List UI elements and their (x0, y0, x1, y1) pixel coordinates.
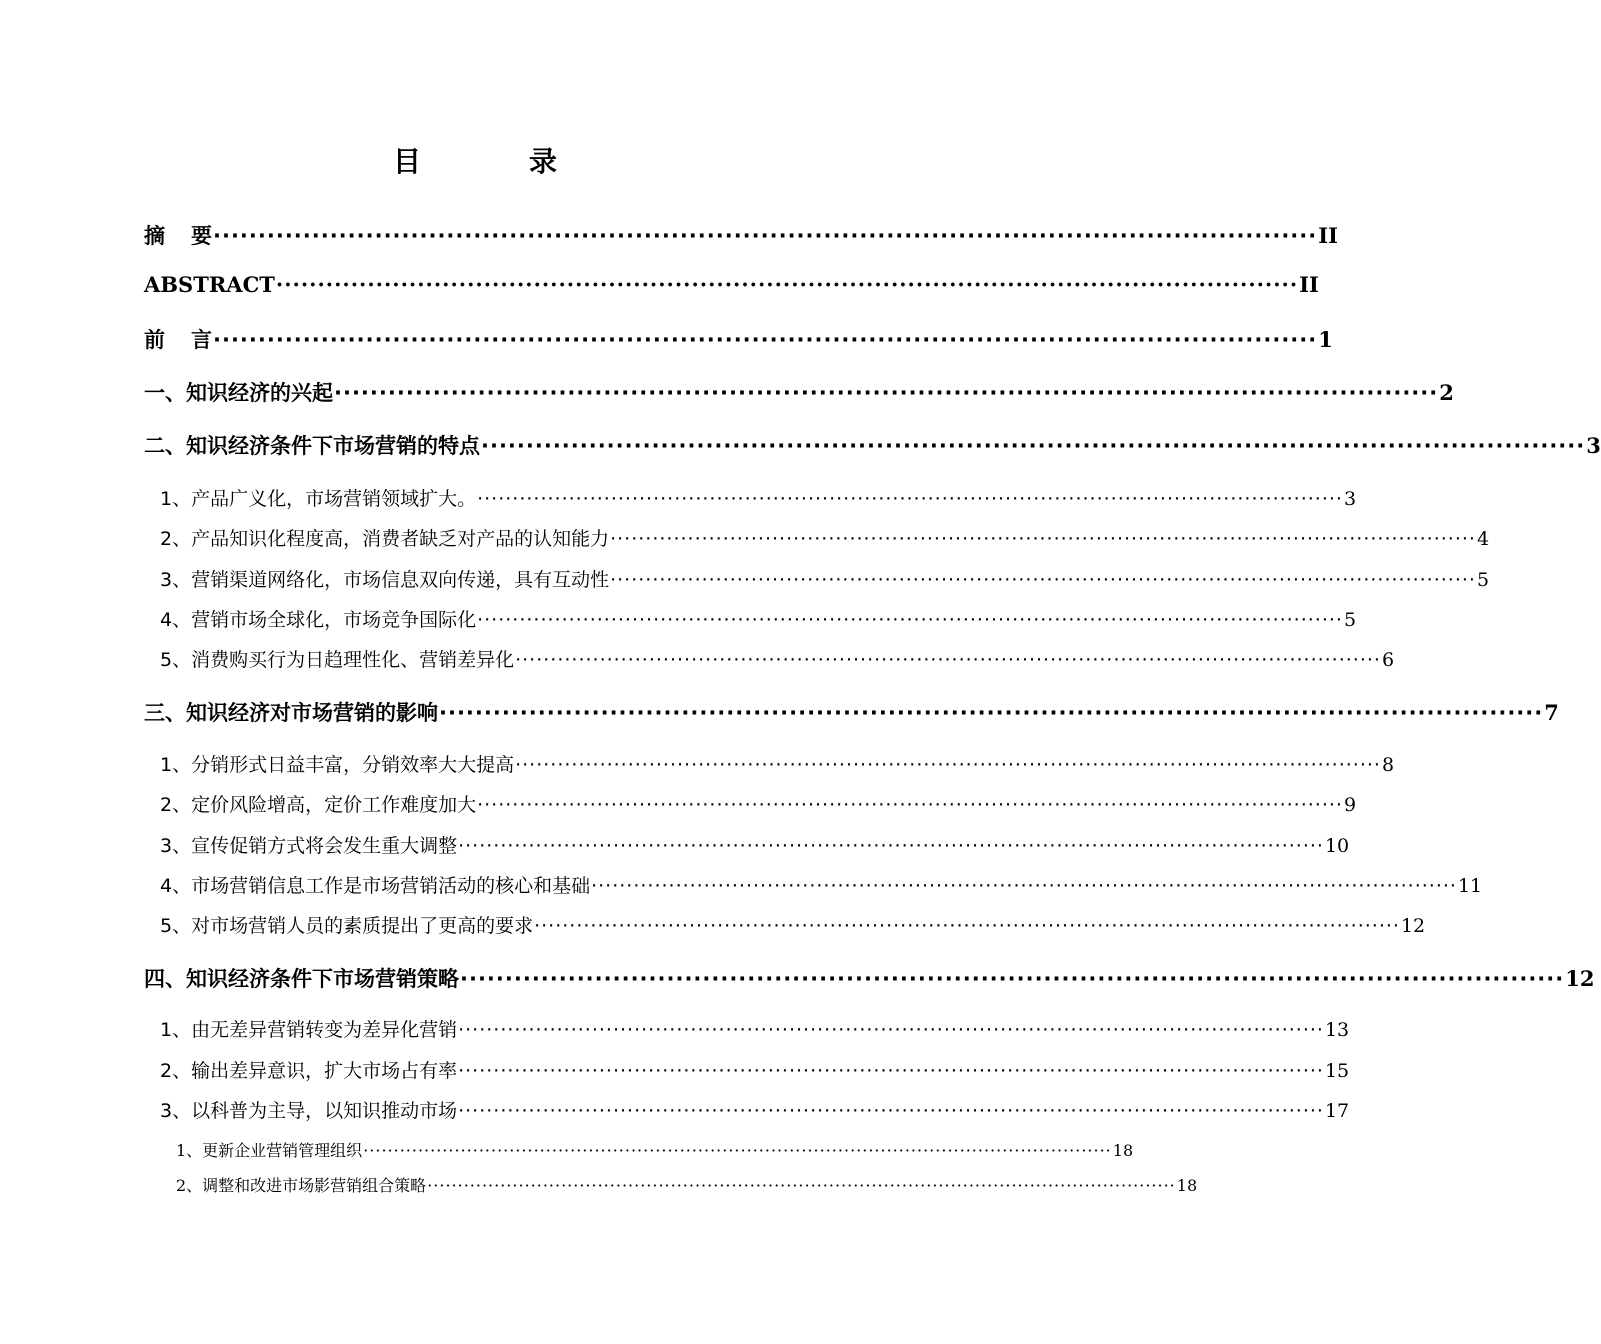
toc-entry-section[interactable] (160, 524, 1490, 551)
toc-leader-dots: ··························································································································· (515, 649, 1381, 671)
toc-page-number: 3 (1586, 433, 1601, 458)
toc-entry-label: 5、消费购买行为日趋理性化、营销差异化 (160, 649, 515, 671)
toc-entry-label: 要 (191, 224, 212, 248)
toc-entry-section[interactable] (160, 790, 1357, 817)
toc-entry-section[interactable] (160, 1096, 1350, 1123)
toc-leader-dots: ··························································································································· (610, 528, 1476, 550)
toc-entry-label: 2、调整和改进市场影营销组合策略 (176, 1176, 427, 1195)
toc-entry-section[interactable] (160, 645, 1395, 672)
toc-leader-dots: ··························································································································· (334, 381, 1439, 405)
toc-page-number: II (1299, 272, 1319, 297)
toc-leader-dots: ··························································································································· (481, 434, 1586, 458)
toc-page-number: II (1318, 223, 1338, 248)
toc-page-number: 13 (1324, 1019, 1350, 1041)
toc-leader-dots: ··························································································································· (477, 488, 1343, 510)
toc-entry-label: 3、以科普为主导，以知识推动市场 (160, 1100, 458, 1122)
toc-entry-section[interactable] (160, 911, 1426, 938)
toc-entry-label: 一、知识经济的兴起 (144, 381, 333, 405)
toc-entry-label: ABSTRACT (144, 272, 275, 297)
toc-leader-dots: ··························································································································· (534, 915, 1400, 937)
toc-leader-dots: ··························································································································· (477, 609, 1343, 631)
toc-entry-label: 4、营销市场全球化，市场竞争国际化 (160, 609, 477, 631)
toc-entry-label: 1、产品广义化，市场营销领域扩大。 (160, 488, 477, 510)
toc-entry-label: 二、知识经济条件下市场营销的特点 (144, 434, 480, 458)
toc-entry-label: 2、产品知识化程度高，消费者缺乏对产品的认知能力 (160, 528, 610, 550)
toc-entry-section[interactable] (160, 871, 1483, 898)
toc-entry-section[interactable] (160, 484, 1357, 511)
toc-page-number: 10 (1324, 835, 1350, 857)
toc-page-number: 5 (1343, 609, 1357, 631)
toc-page-number: 3 (1343, 488, 1357, 510)
toc-entry-label: 1、由无差异营销转变为差异化营销 (160, 1019, 458, 1041)
toc-page-number: 1 (1318, 327, 1333, 352)
toc-leader-dots: ··························································································································· (439, 701, 1544, 725)
toc-entry-chapter-1[interactable] (144, 377, 1454, 407)
toc-entry-chapter-4[interactable] (144, 963, 1595, 993)
toc-entry-section[interactable] (160, 565, 1490, 592)
toc-page-number: 12 (1565, 966, 1595, 991)
toc-leader-dots: ··························································································································· (591, 875, 1457, 897)
toc-leader-dots: ··························································································································· (610, 569, 1476, 591)
toc-entry-abstract-cn[interactable] (144, 220, 1338, 250)
toc-entry-section[interactable] (160, 831, 1350, 858)
toc-entry-label: 5、对市场营销人员的素质提出了更高的要求 (160, 915, 534, 937)
toc-entry-subsection[interactable] (176, 1173, 1198, 1196)
toc-entry-section[interactable] (160, 605, 1357, 632)
toc-leader-dots: ··························································································································· (515, 754, 1381, 776)
toc-entry-label: 1、分销形式日益丰富，分销效率大大提高 (160, 754, 515, 776)
toc-page-number: 18 (1176, 1176, 1198, 1195)
toc-title: 目 录 (392, 145, 597, 178)
toc-entry-abstract-en[interactable] (144, 272, 1319, 297)
toc-entry-label: 三、知识经济对市场营销的影响 (144, 701, 438, 725)
toc-page-number: 17 (1324, 1100, 1350, 1122)
toc-entry-label: 2、定价风险增高，定价工作难度加大 (160, 794, 477, 816)
toc-entry-chapter-2[interactable] (144, 430, 1601, 460)
toc-entry-label: 4、市场营销信息工作是市场营销活动的核心和基础 (160, 875, 591, 897)
toc-page-number: 5 (1476, 569, 1490, 591)
toc-entry-section[interactable] (160, 750, 1395, 777)
toc-entry-preface[interactable] (144, 324, 1333, 354)
toc-leader-dots: ··························································································································· (460, 967, 1565, 991)
toc-entry-section[interactable] (160, 1015, 1350, 1042)
toc-page-number: 15 (1324, 1060, 1350, 1082)
toc-page-number: 7 (1544, 700, 1559, 725)
toc-entry-label: 四、知识经济条件下市场营销策略 (144, 967, 459, 991)
toc-entry-label: 3、宣传促销方式将会发生重大调整 (160, 835, 458, 857)
toc-page-number: 8 (1381, 754, 1395, 776)
toc-leader-dots: ··························································································································· (363, 1141, 1112, 1160)
toc-entry-label: 3、营销渠道网络化，市场信息双向传递，具有互动性 (160, 569, 610, 591)
toc-leader-dots: ··························································································································· (427, 1176, 1176, 1195)
toc-entry-chapter-3[interactable] (144, 697, 1559, 727)
toc-leader-dots: ··························································································································· (213, 224, 1318, 248)
toc-page-number: 9 (1343, 794, 1357, 816)
toc-entry-subsection[interactable] (176, 1138, 1134, 1161)
toc-entry-section[interactable] (160, 1056, 1350, 1083)
toc-page-number: 4 (1476, 528, 1490, 550)
toc-entry-label: 1、更新企业营销管理组织 (176, 1141, 363, 1160)
toc-entry-label: 言 (191, 328, 212, 352)
toc-page-number: 11 (1457, 875, 1483, 897)
toc-leader-dots: ··························································································································· (275, 272, 1299, 297)
toc-entry-label: 前 (144, 328, 191, 352)
toc-page-number: 18 (1112, 1141, 1134, 1160)
toc-leader-dots: ··························································································································· (458, 1060, 1324, 1082)
toc-leader-dots: ··························································································································· (458, 835, 1324, 857)
toc-leader-dots: ··························································································································· (458, 1019, 1324, 1041)
toc-entry-label: 2、输出差异意识，扩大市场占有率 (160, 1060, 458, 1082)
toc-leader-dots: ··························································································································· (213, 328, 1318, 352)
toc-entry-label: 摘 (144, 224, 191, 248)
toc-page-number: 6 (1381, 649, 1395, 671)
toc-leader-dots: ··························································································································· (477, 794, 1343, 816)
toc-page-number: 12 (1400, 915, 1426, 937)
toc-leader-dots: ··························································································································· (458, 1100, 1324, 1122)
toc-page-number: 2 (1439, 380, 1454, 405)
